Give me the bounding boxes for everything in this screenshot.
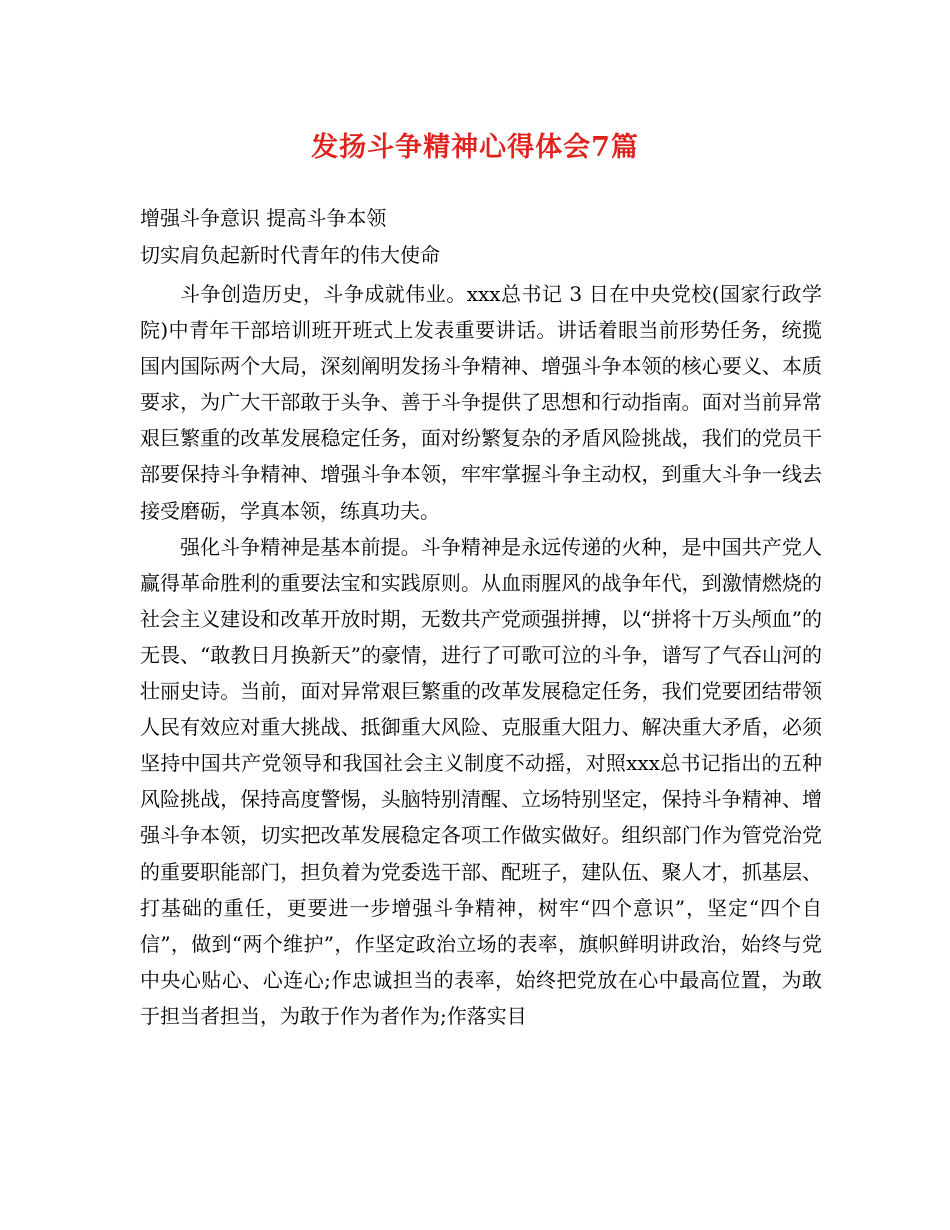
document-title: 发扬斗争精神心得体会7篇: [311, 132, 639, 163]
document-body: [140, 276, 822, 1034]
body-paragraph-1: 斗争创造历史，斗争成就伟业。xxx总书记 3 日在中央党校(国家行政学院)中青年干部培训班开班式上发表重要讲话。讲话着眼当前形势任务，统揽国内国际两个大局，深刻阐明发扬斗争精神、增强斗争本领的核心要义、本质要求，为广大干部敢于头争、善于斗争提供了思想和行动指南。面对当前异常艰巨繁重的改革发展稳定任务，面对纷繁复杂的矛盾风险挑战，我们的党员干部要保持斗争精神、增强斗争本领，牢牢掌握斗争主动权，到重大斗争一线去接受磨砺，学真本领，练真功夫。: [140, 282, 822, 523]
subtitle-2: 切实肩负起新时代青年的伟大使命: [140, 243, 440, 267]
subtitle-1: 增强斗争意识 提高斗争本领: [140, 206, 387, 230]
body-paragraph-2: 强化斗争精神是基本前提。斗争精神是永远传递的火种，是中国共产党人赢得革命胜利的重要法宝和实践原则。从血雨腥风的战争年代，到激情燃烧的社会主义建设和改革开放时期，无数共产党顽强拼搏，以“拼将十万头颅血”的无畏、“敢教日月换新天”的豪情，进行了可歌可泣的斗争，谱写了气吞山河的壮丽史诗。当前，面对异常艰巨繁重的改革发展稳定任务，我们党要团结带领人民有效应对重大挑战、抵御重大风险、克服重大阻力、解决重大矛盾，必须坚持中国共产党领导和我国社会主义制度不动摇，对照xxx总书记指出的五种风险挑战，保持高度警惕，头脑特别清醒、立场特别坚定，保持斗争精神、增强斗争本领，切实把改革发展稳定各项工作做实做好。组织部门作为管党治党的重要职能部门，担负着为党委选干部、配班子，建队伍、聚人才，抓基层、打基础的重任，更要进一步增强斗争精神，树牢“四个意识”，坚定“四个自信”，做到“两个维护”，作坚定政治立场的表率，旗帜鲜明讲政治，始终与党中央心贴心、心连心;作忠诚担当的表率，始终把党放在心中最高位置，为敢于担当者担当，为敢于作为者作为;作落实目: [140, 534, 822, 1028]
